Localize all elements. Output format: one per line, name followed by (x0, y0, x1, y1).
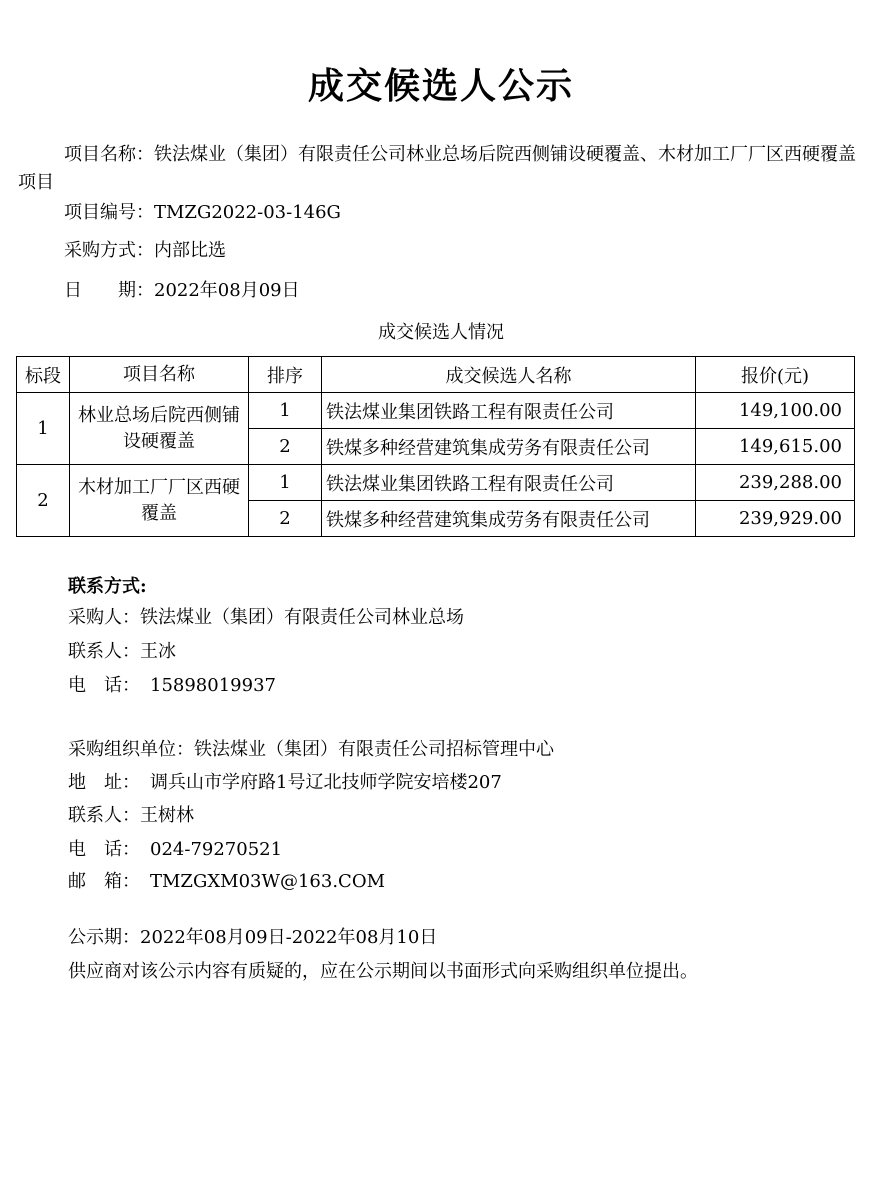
contact-person-row (68, 638, 176, 666)
procurement-method-row (64, 237, 226, 265)
header-project: 项目名称 (70, 357, 249, 393)
agency-phone-row (68, 836, 282, 864)
purchaser-label: 采购人： (68, 607, 140, 628)
agency-unit-label: 采购组织单位： (68, 739, 194, 760)
table-row (17, 393, 855, 429)
procurement-method-value: 内部比选 (154, 240, 226, 261)
header-segment: 标段 (17, 357, 70, 393)
segment-cell: 1 (17, 393, 70, 465)
agency-unit-value: 铁法煤业（集团）有限责任公司招标管理中心 (194, 739, 554, 760)
project-name-row (18, 141, 858, 197)
header-candidate: 成交候选人名称 (322, 357, 696, 393)
candidates-table (16, 356, 855, 537)
contact-phone-row (68, 672, 276, 700)
table-header-row (17, 357, 855, 393)
agency-email-label: 邮 箱： (68, 871, 140, 892)
date-value: 2022年08月09日 (154, 280, 300, 301)
header-price: 报价(元) (696, 357, 855, 393)
project-code-label: 项目编号： (64, 202, 154, 223)
rank-cell: 2 (249, 501, 322, 537)
agency-address-value: 调兵山市学府路1号辽北技师学院安培楼207 (150, 772, 502, 793)
agency-person-row (68, 802, 194, 830)
contact-person-value: 王冰 (140, 641, 176, 662)
project-cell: 木材加工厂厂区西硬覆盖 (70, 465, 249, 537)
candidate-cell: 铁法煤业集团铁路工程有限责任公司 (322, 393, 696, 429)
agency-email-value: TMZGXM03W@163.COM (150, 871, 386, 892)
contact-phone-value: 15898019937 (150, 675, 276, 696)
project-name-value: 铁法煤业（集团）有限责任公司林业总场后院西侧铺设硬覆盖、木材加工厂厂区西硬覆盖项目 (18, 144, 856, 193)
agency-unit-row (68, 736, 554, 764)
candidate-cell: 铁煤多种经营建筑集成劳务有限责任公司 (322, 429, 696, 465)
project-cell: 林业总场后院西侧铺设硬覆盖 (70, 393, 249, 465)
page-title: 成交候选人公示 (307, 66, 574, 107)
contact-person-label: 联系人： (68, 641, 140, 662)
agency-address-label: 地 址： (68, 772, 140, 793)
project-name-label: 项目名称： (64, 144, 154, 165)
header-rank: 排序 (249, 357, 322, 393)
notice-period-label: 公示期： (68, 927, 140, 948)
candidate-cell: 铁法煤业集团铁路工程有限责任公司 (322, 465, 696, 501)
rank-cell: 1 (249, 393, 322, 429)
notice-period-value: 2022年08月09日-2022年08月10日 (140, 927, 438, 948)
agency-phone-label: 电 话： (68, 839, 140, 860)
date-label: 日 期： (64, 280, 154, 301)
date-row (64, 277, 300, 305)
notice-period-row (68, 924, 437, 952)
segment-cell: 2 (17, 465, 70, 537)
contact-heading: 联系方式: (68, 576, 147, 597)
contact-phone-label: 电 话： (68, 675, 140, 696)
table-row (17, 465, 855, 501)
price-cell: 149,615.00 (696, 429, 855, 465)
procurement-method-label: 采购方式： (64, 240, 154, 261)
candidate-cell: 铁煤多种经营建筑集成劳务有限责任公司 (322, 501, 696, 537)
project-code-value: TMZG2022-03-146G (154, 202, 341, 223)
table-caption: 成交候选人情况 (378, 322, 504, 343)
agency-address-row (68, 769, 502, 797)
price-cell: 239,929.00 (696, 501, 855, 537)
agency-person-value: 王树林 (140, 805, 194, 826)
rank-cell: 1 (249, 465, 322, 501)
agency-phone-value: 024-79270521 (150, 839, 283, 860)
agency-person-label: 联系人： (68, 805, 140, 826)
notice-statement: 供应商对该公示内容有质疑的，应在公示期间以书面形式向采购组织单位提出。 (68, 961, 698, 982)
price-cell: 149,100.00 (696, 393, 855, 429)
rank-cell: 2 (249, 429, 322, 465)
project-code-row (64, 199, 341, 227)
agency-email-row (68, 868, 385, 896)
purchaser-row (68, 604, 464, 632)
price-cell: 239,288.00 (696, 465, 855, 501)
purchaser-value: 铁法煤业（集团）有限责任公司林业总场 (140, 607, 464, 628)
